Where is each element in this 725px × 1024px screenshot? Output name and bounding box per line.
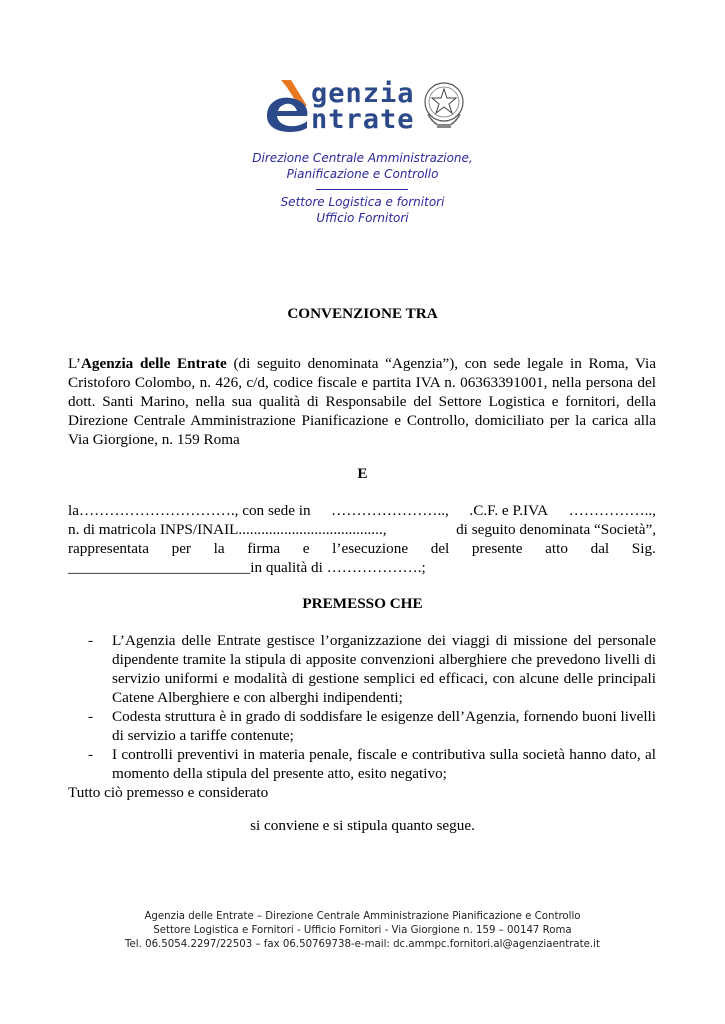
party2-l3-w4: e bbox=[302, 540, 310, 557]
logo-a-e-mark-icon bbox=[261, 76, 315, 132]
dept-line-2: Pianificazione e Controllo bbox=[286, 167, 439, 181]
party2-l3-w8: atto bbox=[545, 540, 568, 557]
party2-l2-b: di seguito denominata “Società”, bbox=[456, 521, 656, 538]
document-title: CONVENZIONE TRA bbox=[287, 305, 438, 322]
party2-l3-w2: la bbox=[213, 540, 225, 557]
party2-l3-w1: per bbox=[171, 540, 191, 557]
party2-l1-d: …………….., bbox=[568, 502, 656, 519]
party2-l1-b: ………………….., bbox=[331, 502, 449, 519]
bullet-text: Codesta struttura è in grado di soddisfare le esigenze dell’Agenzia, fornendo buoni livelli di servizio a tariffe contenute; bbox=[112, 708, 656, 744]
bullet-text: L’Agenzia delle Entrate gestisce l’organizzazione dei viaggi di missione del personale dipendente tramite la stipula di apposite convenzioni alberghiere che prevedono livelli di servizio uniformi e modalità di gestione semplici ed efficaci, con alcune delle principali Catene Alberghiere e con alberghi indipendenti; bbox=[112, 632, 656, 706]
party2-line-4: ________________________in qualità di ……………….; bbox=[68, 559, 426, 576]
and-separator: E bbox=[357, 465, 368, 482]
party2-l2-a: n. di matricola INPS/INAIL......................................, bbox=[68, 521, 387, 538]
logo-text-genzia: genzia bbox=[311, 78, 415, 109]
party2-line-1 bbox=[68, 501, 656, 521]
logo-text-ntrate: ntrate bbox=[311, 104, 415, 135]
party1-text: (di seguito denominata “Agenzia”), con sede legale in Roma, Via Cristoforo Colombo, n. 426, c/d, codice fiscale e partita IVA n. 06363391001, nella persona del dott. Santi Marino, nella sua qualità di Responsabile del Settore Logistica e fornitori, della Direzione Centrale Amministrazione Pianificazione e Controllo, domiciliato per la carica alla Via Giorgione, n. 159 Roma bbox=[68, 355, 656, 448]
party2-line-3 bbox=[68, 539, 656, 559]
party2-l3-w9: dal bbox=[590, 540, 610, 557]
footer-line-1: Agenzia delle Entrate – Direzione Centrale Amministrazione Pianificazione e Controllo bbox=[144, 911, 581, 922]
party2-line-2 bbox=[68, 520, 656, 540]
bullet-dash: - bbox=[88, 632, 94, 649]
party1-prefix: L’ bbox=[68, 355, 81, 372]
italian-republic-emblem-icon bbox=[422, 80, 466, 130]
party2-l3-w10: Sig. bbox=[631, 540, 656, 557]
party2-l3-w5: l’esecuzione bbox=[332, 540, 409, 557]
party2-l3-w7: presente bbox=[471, 540, 523, 557]
party2-l3-w0: rappresentata bbox=[68, 540, 149, 557]
dept-line-1: Direzione Centrale Amministrazione, bbox=[252, 151, 473, 165]
list-item bbox=[68, 745, 656, 783]
dept-line-3: Settore Logistica e fornitori bbox=[280, 195, 445, 209]
list-item bbox=[68, 707, 656, 745]
dept-line-4: Ufficio Fornitori bbox=[316, 211, 409, 225]
bullet-dash: - bbox=[88, 746, 94, 763]
considerato-text: Tutto ciò premesso e considerato bbox=[68, 784, 269, 801]
footer-line-3: Tel. 06.5054.2297/22503 – fax 06.50769738-e-mail: dc.ammpc.fornitori.al@agenziaentrate.it bbox=[125, 939, 600, 950]
party1-name: Agenzia delle Entrate bbox=[80, 355, 227, 372]
party2-l3-w6: del bbox=[430, 540, 450, 557]
footer-line-2: Settore Logistica e Fornitori - Ufficio Fornitori - Via Giorgione n. 159 – 00147 Roma bbox=[153, 925, 572, 936]
party2-l1-a: la…………………………., con sede in bbox=[68, 502, 311, 519]
list-item bbox=[68, 631, 656, 707]
premesso-title: PREMESSO CHE bbox=[302, 595, 423, 612]
party2-l3-w3: firma bbox=[247, 540, 281, 557]
dept-divider bbox=[316, 189, 408, 190]
bullet-dash: - bbox=[88, 708, 94, 725]
conviene-text: si conviene e si stipula quanto segue. bbox=[250, 817, 475, 834]
bullet-text: I controlli preventivi in materia penale, fiscale e contributiva sulla società hanno dato, al momento della stipula del presente atto, esito negativo; bbox=[112, 746, 656, 782]
party2-l1-c: .C.F. e P.IVA bbox=[469, 502, 549, 519]
party-agenzia-paragraph bbox=[68, 354, 656, 449]
